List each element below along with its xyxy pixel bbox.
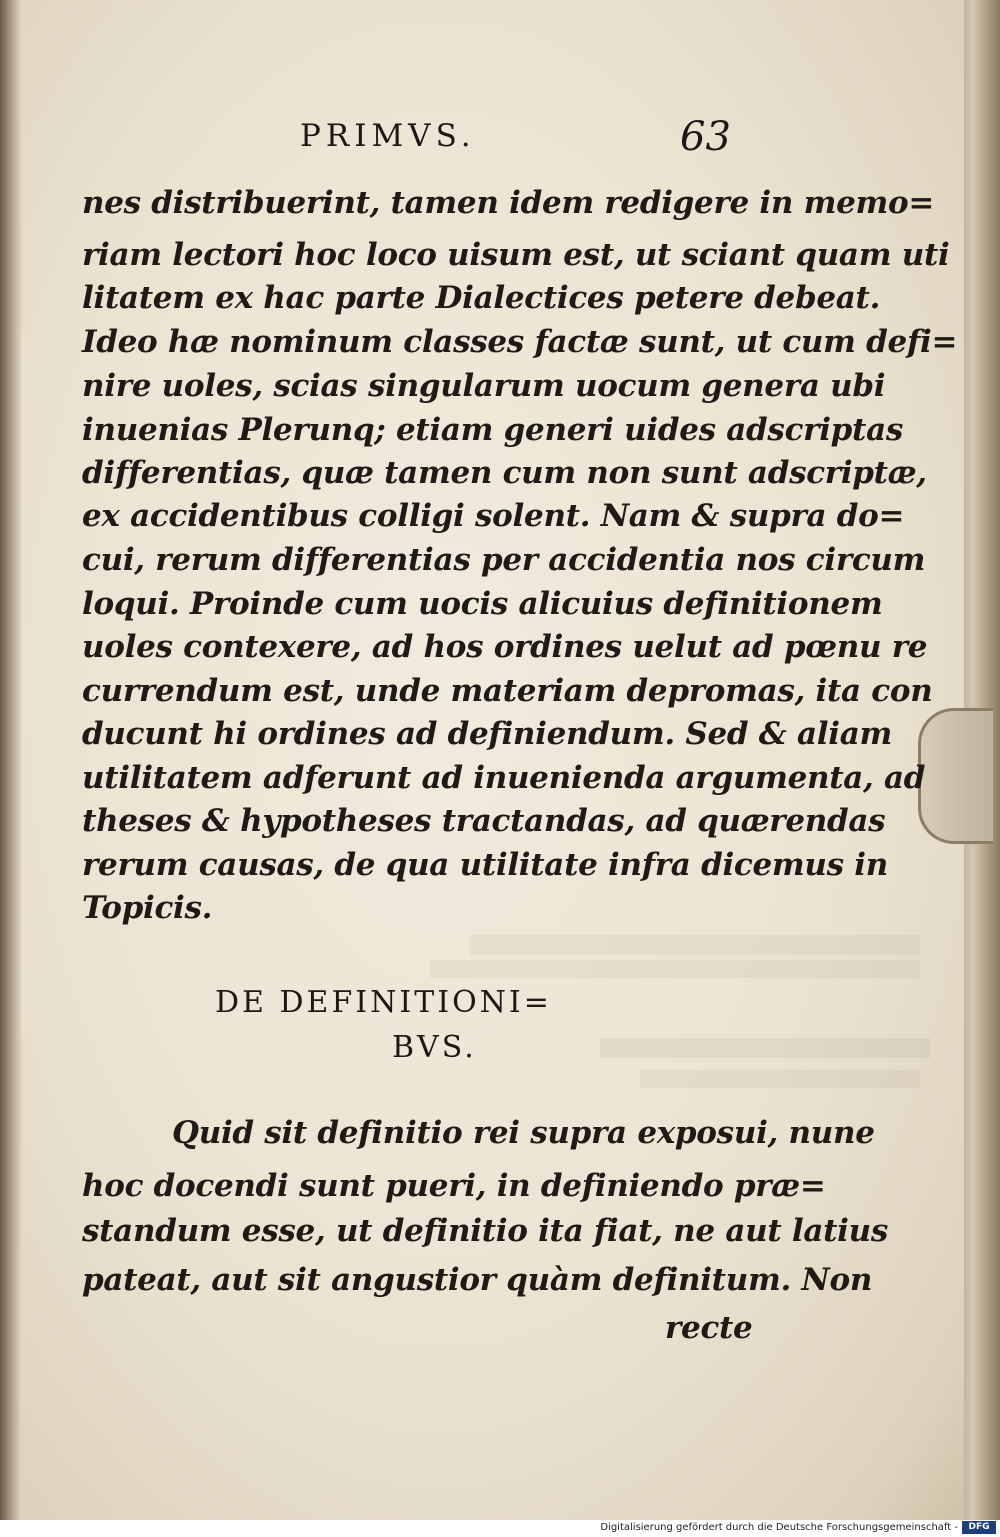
text-line: nire uoles, scias singularum uocum genera ubi <box>82 368 886 404</box>
text-line: cui, rerum differentias per accidentia nos circum <box>82 542 926 578</box>
text-line: nes distribuerint, tamen idem redigere in memo= <box>82 185 935 221</box>
show-through <box>640 1070 920 1088</box>
text-line: standum esse, ut definitio ita fiat, ne aut latius <box>82 1213 889 1249</box>
text-line: litatem ex hac parte Dialectices petere debeat. <box>82 280 881 316</box>
text-line: Topicis. <box>82 890 213 926</box>
text-line: uoles contexere, ad hos ordines uelut ad pœnu re <box>82 629 928 665</box>
text-line: Ideo hæ nominum classes factæ sunt, ut cum defi= <box>82 324 958 360</box>
text-line: inuenias Plerunq; etiam generi uides adscriptas <box>82 412 904 448</box>
dfg-logo: DFG <box>962 1521 996 1534</box>
text-line: ex accidentibus colligi solent. Nam & supra do= <box>82 498 905 534</box>
show-through <box>600 1038 930 1058</box>
text-line: utilitatem adferunt ad inuenienda argumenta, ad <box>82 760 926 796</box>
section-heading: BVS. <box>392 1030 477 1065</box>
gutter-shadow <box>0 0 22 1520</box>
book-clasp <box>918 708 993 844</box>
text-line: loqui. Proinde cum uocis alicuius definitionem <box>82 586 883 622</box>
text-line: hoc docendi sunt pueri, in definiendo præ= <box>82 1168 826 1204</box>
show-through <box>430 960 920 978</box>
text-line: rerum causas, de qua utilitate infra dicemus in <box>82 847 889 883</box>
page-number: 63 <box>680 114 731 160</box>
text-line: riam lectori hoc loco uisum est, ut sciant quam uti <box>82 237 950 273</box>
text-line: ducunt hi ordines ad definiendum. Sed & aliam <box>82 716 892 752</box>
text-line: pateat, aut sit angustior quàm definitum. Non <box>82 1262 873 1298</box>
text-line: theses & hypotheses tractandas, ad quærendas <box>82 803 886 839</box>
text-line: Quid sit definitio rei supra exposui, nune <box>172 1115 875 1151</box>
text-line: differentias, quæ tamen cum non sunt adscriptæ, <box>82 455 927 491</box>
footer-credit: Digitalisierung gefördert durch die Deutsche Forschungsgemeinschaft - <box>600 1522 958 1533</box>
show-through <box>470 935 920 955</box>
running-head: PRIMVS. <box>300 118 476 154</box>
catchword: recte <box>665 1310 753 1346</box>
section-heading: DE DEFINITIONI= <box>215 985 552 1020</box>
text-line: currendum est, unde materiam depromas, ita con <box>82 673 933 709</box>
